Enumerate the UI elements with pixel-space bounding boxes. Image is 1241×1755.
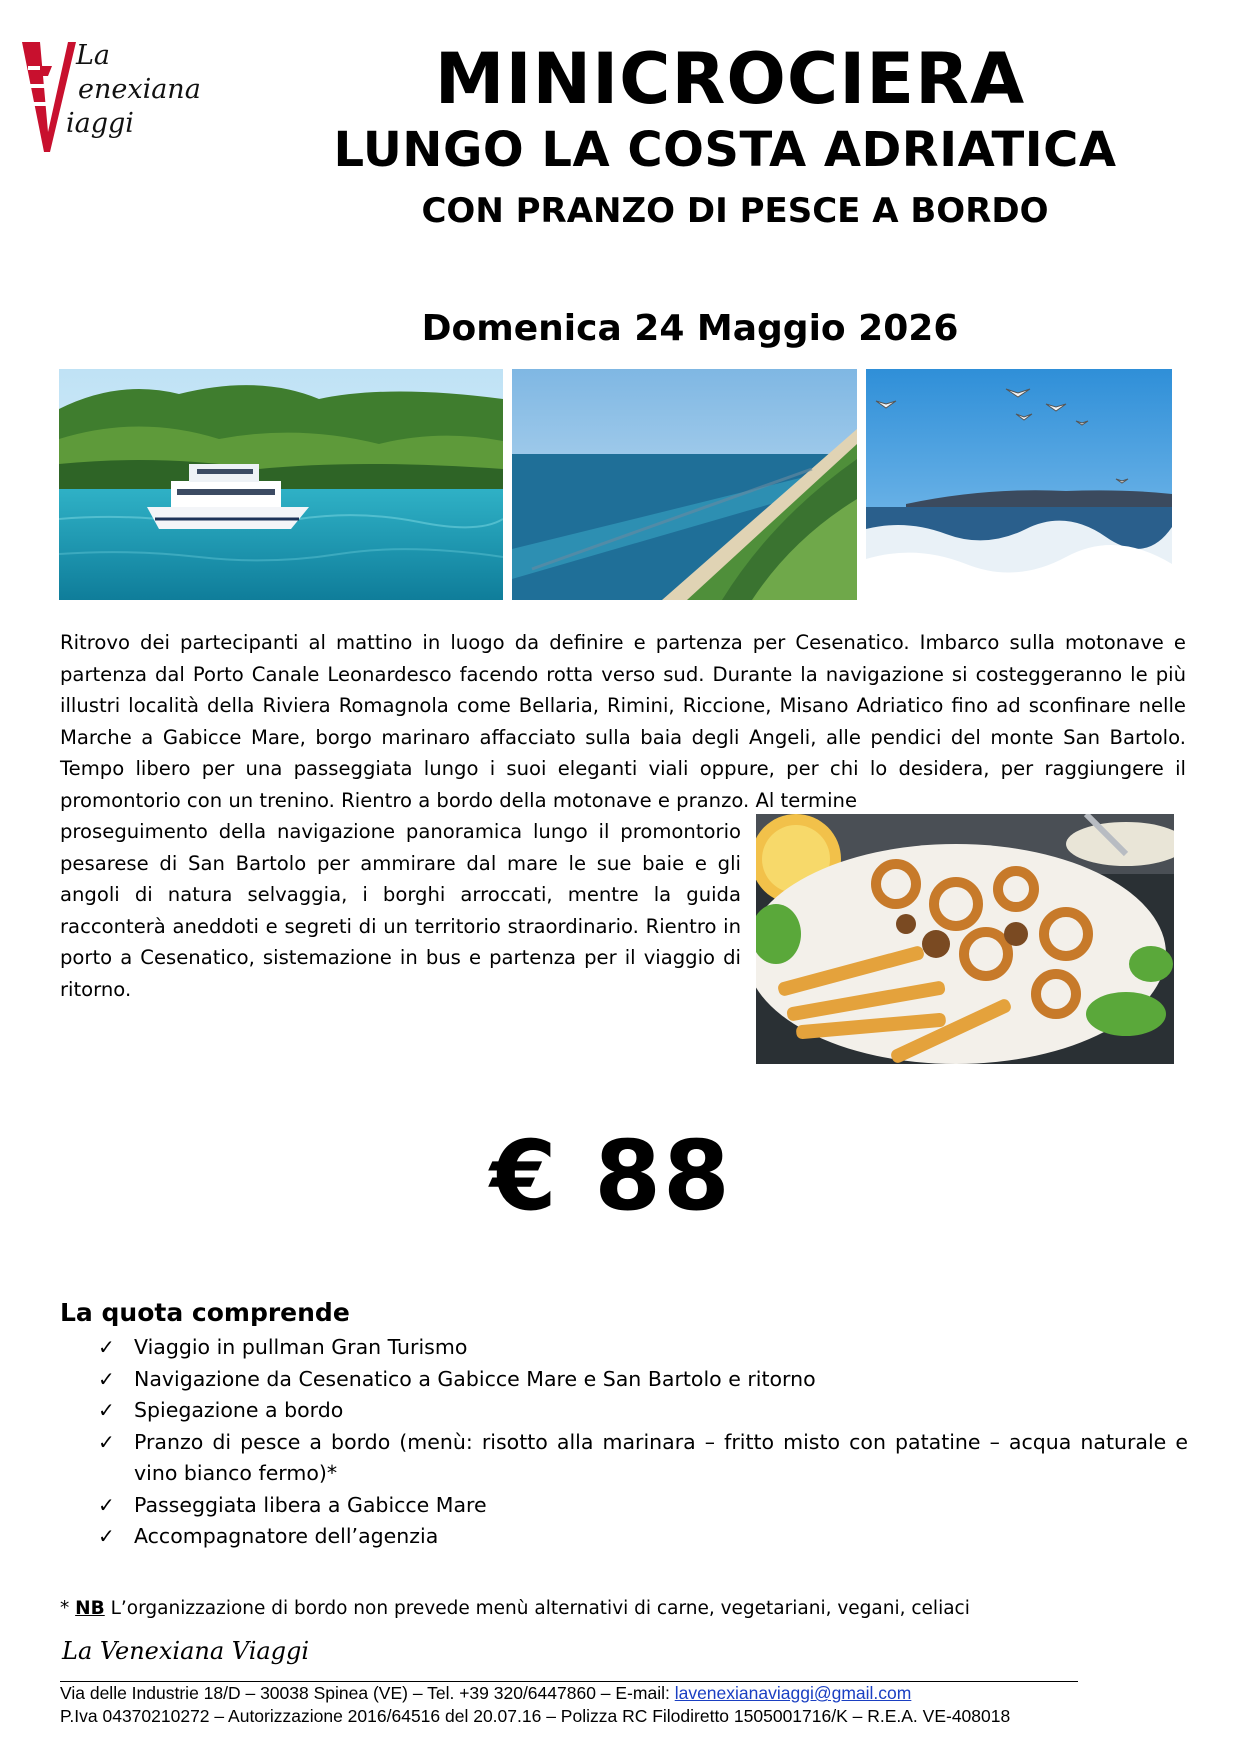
- checkmark-icon: ✓: [98, 1335, 115, 1359]
- footer-legal: P.Iva 04370210272 – Autorizzazione 2016/64516 del 20.07.16 – Polizza RC Filodiretto 1505001716/K – R.E.A. VE-408018: [60, 1706, 1011, 1726]
- photo-fried-fish: [756, 814, 1174, 1064]
- logo-line-viaggi: iaggi: [66, 108, 134, 139]
- description-side: proseguimento della navigazione panoramica lungo il promontorio pesarese di San Bartolo per ammirare dal mare le sue baie e gli angoli di natura selvaggia, i borghi arroccati, mentre la guida racconterà aneddoti e segreti di un territorio straordinario. Rientro in porto a Cesenatico, sistemazione in bus e partenza per il viaggio di ritorno.: [60, 820, 741, 1001]
- list-item: ✓ Navigazione da Cesenatico a Gabicce Mare e San Bartolo e ritorno: [98, 1364, 1188, 1396]
- checkmark-icon: ✓: [98, 1366, 115, 1391]
- agency-logo: [18, 36, 248, 166]
- event-date: Domenica 24 Maggio 2026: [421, 308, 959, 349]
- photo-seagulls: [866, 369, 1172, 600]
- list-item: ✓ Passeggiata libera a Gabicce Mare: [98, 1490, 1188, 1522]
- signature: La Venexiana Viaggi: [62, 1637, 310, 1665]
- logo-line-la: La: [76, 40, 111, 71]
- list-item: ✓ Accompagnatore dell’agenzia: [98, 1521, 1188, 1553]
- main-title: MINICROCIERA: [434, 38, 1026, 120]
- footer-divider: [60, 1681, 1078, 1682]
- list-item: ✓ Pranzo di pesce a bordo (menù: risotto alla marinara – fritto misto con patatine – acqua naturale e vino bianco fermo)*: [98, 1427, 1188, 1490]
- subtitle: LUNGO LA COSTA ADRIATICA: [333, 122, 1117, 178]
- includes-list: [98, 1332, 1188, 1553]
- note: * NB L’organizzazione di bordo non prevede menù alternativi di carne, vegetariani, vegani, celiaci: [60, 1598, 970, 1619]
- description-full: Ritrovo dei partecipanti al mattino in luogo da definire e partenza per Cesenatico. Imbarco sulla motonave e partenza dal Porto Canale Leonardesco facendo rotta verso sud. Durante la navigazione si costeggeranno le più illustri località della Riviera Romagnola come Bellaria, Rimini, Riccione, Misano Adriatico fino ad sconfinare nelle Marche a Gabicce Mare, borgo marinaro affacciato sulla baia degli Angeli, alle pendici del monte San Bartolo. Tempo libero per una passeggiata lungo i suoi eleganti viali oppure, per chi lo desidera, per raggiungere il promontorio con un trenino. Rientro a bordo della motonave e pranzo. Al termine: [60, 631, 1186, 812]
- checkmark-icon: ✓: [98, 1398, 115, 1422]
- photo-coast: [512, 369, 857, 600]
- includes-title: La quota comprende: [60, 1298, 350, 1327]
- email-link[interactable]: lavenexianaviaggi@gmail.com: [674, 1683, 912, 1703]
- checkmark-icon: ✓: [98, 1429, 115, 1454]
- nb-label: NB: [75, 1598, 105, 1619]
- list-item: ✓ Spiegazione a bordo: [98, 1395, 1188, 1427]
- tagline: CON PRANZO DI PESCE A BORDO: [421, 191, 1049, 231]
- checkmark-icon: ✓: [98, 1524, 115, 1548]
- photo-boat: [59, 369, 503, 600]
- footer-address: Via delle Industrie 18/D – 30038 Spinea (VE) – Tel. +39 320/6447860 – E-mail: lavenexianaviaggi@gmail.com: [60, 1683, 912, 1703]
- logo-line-venexiana: enexiana: [78, 74, 201, 105]
- note-text: L’organizzazione di bordo non prevede menù alternativi di carne, vegetariani, vegani, celiaci: [104, 1598, 970, 1619]
- checkmark-icon: ✓: [98, 1492, 115, 1517]
- price: € 88: [490, 1120, 732, 1232]
- list-item: ✓ Viaggio in pullman Gran Turismo: [98, 1332, 1188, 1364]
